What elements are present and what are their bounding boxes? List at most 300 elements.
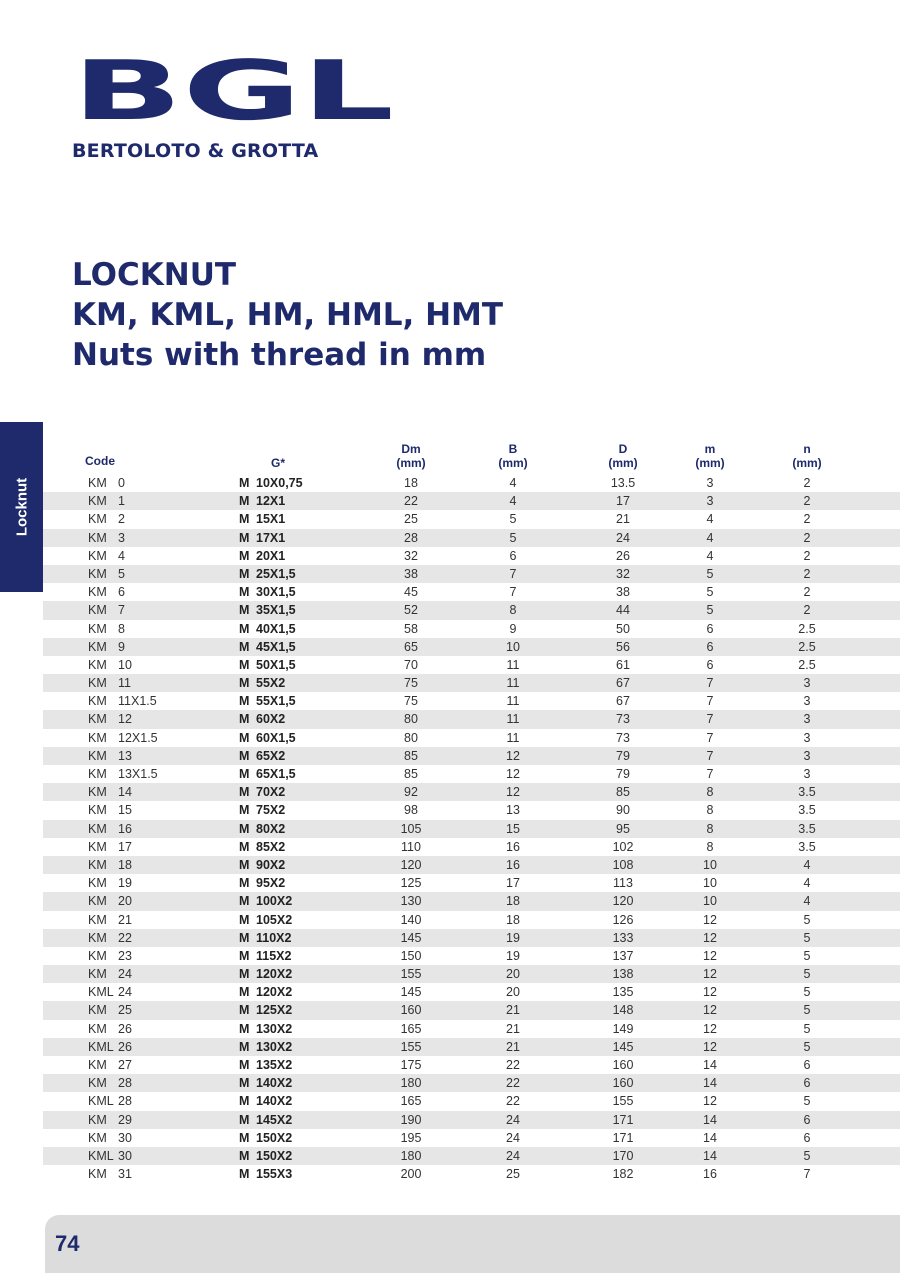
cell-code-value: 18 (118, 857, 132, 872)
cell-b: 8 (509, 603, 517, 618)
cell-dm: 155 (400, 967, 422, 982)
cell-code (88, 1001, 132, 1019)
cell-n: 6 (803, 1130, 811, 1145)
cell-thread-value: 40X1,5 (256, 621, 296, 636)
cell-dm: 75 (404, 694, 418, 709)
cell-d: 170 (612, 1148, 634, 1163)
cell-n: 3 (803, 676, 811, 691)
cell-d: 108 (612, 857, 634, 872)
cell-m: 14 (703, 1148, 717, 1163)
cell-thread-prefix: M (239, 712, 250, 727)
cell-thread (239, 983, 292, 1001)
cell-thread-prefix: M (239, 839, 250, 854)
cell-d: 145 (612, 1039, 634, 1054)
cell-code-value: 28 (118, 1076, 132, 1091)
cell-code (88, 1020, 132, 1038)
cell-code-prefix: KM (88, 821, 107, 836)
cell-thread-value: 110X2 (256, 930, 292, 945)
cell-b: 22 (506, 1094, 520, 1109)
cell-b: 20 (506, 985, 520, 1000)
table-row (43, 965, 900, 983)
header-dm-unit: (mm) (396, 456, 426, 470)
cell-n: 5 (803, 985, 811, 1000)
header-b-label: B (508, 442, 518, 456)
cell-n: 2 (803, 585, 811, 600)
cell-code (88, 820, 132, 838)
cell-thread-prefix: M (239, 621, 250, 636)
table-row (43, 529, 900, 547)
cell-dm: 75 (404, 676, 418, 691)
cell-dm: 175 (400, 1058, 422, 1072)
cell-m: 7 (706, 748, 714, 763)
cell-thread-prefix: M (239, 512, 250, 527)
table-row (43, 601, 900, 619)
cell-thread-prefix: M (239, 603, 250, 618)
table-row (43, 911, 900, 929)
header-m-unit: (mm) (695, 456, 725, 470)
cell-thread (239, 929, 291, 947)
cell-n: 3 (803, 748, 811, 763)
cell-n: 2.5 (798, 639, 816, 654)
cell-thread-prefix: M (239, 1094, 250, 1109)
cell-code (88, 747, 132, 765)
cell-code-prefix: KM (88, 676, 107, 691)
cell-n: 3.5 (798, 821, 816, 836)
cell-d: 155 (612, 1094, 634, 1109)
cell-code-prefix: KM (88, 930, 107, 945)
table-row (43, 510, 900, 528)
cell-dm: 145 (400, 985, 422, 1000)
cell-thread-value: 55X2 (256, 676, 286, 691)
cell-thread-prefix: M (239, 694, 250, 709)
cell-d: 160 (612, 1058, 634, 1072)
cell-thread (239, 474, 303, 492)
cell-thread-value: 20X1 (256, 548, 286, 563)
cell-code (88, 1092, 132, 1110)
cell-code (88, 965, 132, 983)
cell-thread (239, 656, 296, 674)
cell-dm: 85 (404, 748, 418, 763)
cell-thread (239, 529, 285, 547)
cell-m: 12 (703, 1003, 717, 1018)
cell-code-value: 7 (118, 603, 125, 618)
cell-thread-value: 30X1,5 (256, 585, 296, 600)
cell-b: 24 (506, 1112, 520, 1127)
cell-thread-prefix: M (239, 639, 250, 654)
cell-b: 16 (506, 857, 520, 872)
cell-code (88, 583, 125, 601)
cell-thread-prefix: M (239, 948, 250, 963)
cell-code-value: 5 (118, 566, 125, 581)
table-row (43, 710, 900, 728)
cell-code-prefix: KM (88, 712, 107, 727)
cell-code-prefix: KM (88, 948, 107, 963)
cell-dm: 180 (400, 1076, 422, 1091)
cell-n: 5 (803, 1003, 811, 1018)
cell-dm: 32 (404, 548, 418, 563)
cell-code (88, 838, 132, 856)
cell-code (88, 765, 158, 783)
cell-b: 4 (509, 494, 517, 509)
page-number: 74 (55, 1231, 80, 1256)
cell-code-prefix: KM (88, 566, 107, 581)
cell-d: 135 (612, 985, 634, 1000)
cell-n: 2 (803, 530, 811, 545)
cell-code (88, 492, 125, 510)
cell-thread (239, 565, 296, 583)
cell-thread-prefix: M (239, 494, 250, 509)
cell-thread-prefix: M (239, 585, 250, 600)
cell-code-prefix: KM (88, 730, 107, 745)
cell-n: 3 (803, 694, 811, 709)
cell-code (88, 1147, 132, 1165)
cell-thread (239, 547, 285, 565)
cell-code (88, 1056, 132, 1074)
cell-b: 25 (506, 1167, 520, 1182)
cell-thread-value: 55X1,5 (256, 694, 296, 709)
cell-b: 19 (506, 930, 520, 945)
cell-m: 4 (706, 512, 714, 527)
table-row (43, 492, 900, 510)
cell-d: 148 (612, 1003, 634, 1018)
table-row (43, 856, 900, 874)
cell-code-value: 10 (118, 657, 132, 672)
cell-b: 11 (506, 676, 520, 691)
cell-thread (239, 1020, 292, 1038)
cell-b: 11 (506, 694, 520, 709)
cell-thread-prefix: M (239, 530, 250, 545)
cell-b: 7 (509, 566, 517, 581)
header-b (483, 442, 543, 470)
cell-d: 137 (612, 948, 634, 963)
cell-m: 5 (706, 603, 714, 618)
cell-n: 3.5 (798, 785, 816, 800)
cell-n: 3.5 (798, 803, 816, 818)
cell-thread-value: 45X1,5 (256, 639, 296, 654)
cell-m: 7 (706, 767, 714, 781)
cell-dm: 80 (404, 730, 418, 745)
cell-code-prefix: KM (88, 1130, 107, 1145)
cell-m: 10 (703, 857, 717, 872)
cell-n: 5 (803, 1021, 811, 1036)
cell-dm: 150 (400, 948, 422, 963)
cell-d: 17 (616, 494, 630, 509)
cell-code-prefix: KM (88, 657, 107, 672)
cell-code (88, 892, 132, 910)
cell-thread-prefix: M (239, 1130, 250, 1145)
cell-d: 102 (612, 839, 634, 854)
cell-dm: 155 (400, 1039, 422, 1054)
cell-thread-value: 150X2 (256, 1148, 293, 1163)
cell-thread-value: 75X2 (256, 803, 286, 818)
cell-d: 73 (616, 730, 630, 745)
side-tab-label: Locknut (13, 477, 30, 537)
header-d (593, 442, 653, 470)
table-row (43, 1038, 900, 1056)
cell-thread (239, 783, 285, 801)
cell-code (88, 783, 132, 801)
cell-m: 14 (703, 1058, 717, 1072)
bgl-logo-text: BGL (72, 55, 394, 123)
cell-thread-value: 50X1,5 (256, 657, 296, 672)
cell-d: 13.5 (610, 476, 636, 490)
table-row (43, 1001, 900, 1019)
cell-n: 2 (803, 603, 811, 618)
cell-m: 6 (706, 621, 714, 636)
cell-code (88, 947, 132, 965)
cell-m: 12 (703, 985, 717, 1000)
cell-thread (239, 583, 296, 601)
table-row (43, 820, 900, 838)
cell-thread (239, 820, 285, 838)
cell-code-value: 24 (118, 985, 132, 1000)
cell-b: 11 (506, 712, 520, 727)
cell-code (88, 874, 132, 892)
cell-dm: 25 (404, 512, 418, 527)
cell-code (88, 692, 157, 710)
cell-b: 12 (506, 785, 520, 800)
cell-thread (239, 1056, 292, 1074)
bgl-logo-mark (72, 55, 394, 123)
cell-m: 3 (706, 494, 714, 509)
cell-m: 12 (703, 948, 717, 963)
cell-thread (239, 765, 296, 783)
cell-b: 4 (509, 476, 517, 490)
cell-d: 95 (616, 821, 630, 836)
cell-d: 113 (613, 876, 633, 891)
cell-code-prefix: KM (88, 839, 107, 854)
cell-n: 4 (803, 894, 811, 909)
cell-b: 6 (509, 548, 517, 563)
cell-thread-value: 95X2 (256, 876, 286, 891)
cell-thread-value: 100X2 (256, 894, 293, 909)
cell-code (88, 710, 132, 728)
table-row (43, 620, 900, 638)
cell-code-value: 12X1.5 (118, 730, 158, 745)
cell-thread-value: 60X1,5 (256, 730, 296, 745)
cell-thread-prefix: M (239, 1003, 250, 1018)
cell-m: 14 (703, 1076, 717, 1091)
cell-thread-prefix: M (239, 821, 250, 836)
table-row (43, 874, 900, 892)
cell-code (88, 983, 132, 1001)
table-row (43, 783, 900, 801)
cell-b: 17 (506, 876, 520, 891)
header-b-unit: (mm) (498, 456, 528, 470)
cell-thread (239, 510, 285, 528)
table-row (43, 1074, 900, 1092)
cell-b: 16 (506, 839, 520, 854)
cell-code (88, 729, 158, 747)
cell-d: 79 (616, 767, 630, 781)
cell-code-value: 26 (118, 1039, 132, 1054)
cell-code (88, 1111, 132, 1129)
cell-code (88, 674, 131, 692)
cell-code (88, 565, 125, 583)
cell-code (88, 1038, 132, 1056)
cell-dm: 105 (400, 821, 422, 836)
cell-code-value: 0 (118, 476, 125, 490)
cell-d: 21 (616, 512, 630, 527)
cell-d: 171 (612, 1130, 634, 1145)
cell-m: 12 (703, 1021, 717, 1036)
cell-code-value: 28 (118, 1094, 132, 1109)
cell-n: 3 (803, 712, 811, 727)
cell-code-prefix: KM (88, 548, 107, 563)
table-row (43, 638, 900, 656)
cell-code-value: 12 (118, 712, 132, 727)
cell-code-value: 8 (118, 621, 125, 636)
cell-thread (239, 601, 296, 619)
cell-thread-prefix: M (239, 476, 250, 490)
table-row (43, 747, 900, 765)
cell-code-value: 4 (118, 548, 125, 563)
cell-d: 133 (612, 930, 634, 945)
cell-d: 67 (616, 676, 630, 691)
brand-name: BERTOLOTO & GROTTA (72, 140, 319, 162)
cell-dm: 120 (400, 857, 422, 872)
cell-b: 24 (506, 1148, 520, 1163)
cell-d: 160 (612, 1076, 634, 1091)
cell-thread-value: 10X0,75 (256, 476, 303, 490)
cell-thread-value: 140X2 (256, 1076, 293, 1091)
cell-code-value: 30 (118, 1130, 132, 1145)
table-body (43, 474, 900, 1183)
cell-code-value: 6 (118, 585, 125, 600)
cell-thread-prefix: M (239, 1112, 250, 1127)
cell-b: 7 (509, 585, 517, 600)
cell-thread (239, 710, 285, 728)
cell-thread (239, 1038, 292, 1056)
cell-thread (239, 1147, 292, 1165)
cell-m: 8 (706, 821, 714, 836)
cell-dm: 130 (400, 894, 422, 909)
cell-dm: 65 (404, 639, 418, 654)
header-m (680, 442, 740, 470)
cell-thread-value: 25X1,5 (256, 566, 296, 581)
cell-n: 3 (803, 730, 811, 745)
cell-code-prefix: KM (88, 876, 107, 891)
cell-b: 21 (506, 1021, 520, 1036)
cell-thread-prefix: M (239, 1148, 250, 1163)
cell-dm: 125 (400, 876, 422, 891)
cell-code-value: 2 (118, 512, 125, 527)
cell-code (88, 601, 125, 619)
table-row (43, 1092, 900, 1110)
title-line-2: KM, KML, HM, HML, HMT (72, 297, 504, 333)
cell-thread-value: 12X1 (256, 494, 286, 509)
cell-n: 2.5 (798, 657, 816, 672)
cell-dm: 38 (404, 566, 418, 581)
cell-d: 56 (616, 639, 630, 654)
table-row (43, 1147, 900, 1165)
cell-thread-prefix: M (239, 1167, 250, 1182)
cell-thread-prefix: M (239, 676, 250, 691)
cell-b: 10 (506, 639, 520, 654)
cell-n: 4 (803, 876, 811, 891)
cell-code-prefix: KM (88, 767, 107, 781)
title-line-3: Nuts with thread in mm (72, 337, 487, 373)
cell-dm: 195 (400, 1130, 422, 1145)
cell-m: 5 (706, 566, 714, 581)
cell-thread-prefix: M (239, 767, 250, 781)
cell-code (88, 620, 125, 638)
cell-m: 12 (703, 930, 717, 945)
cell-code-prefix: KM (88, 603, 107, 618)
cell-code (88, 1074, 132, 1092)
cell-d: 120 (612, 894, 634, 909)
cell-m: 7 (706, 676, 714, 691)
cell-n: 5 (803, 1039, 811, 1054)
cell-thread (239, 747, 285, 765)
cell-dm: 52 (404, 603, 418, 618)
cell-b: 9 (509, 621, 517, 636)
cell-dm: 110 (401, 839, 421, 854)
cell-code-prefix: KM (88, 1112, 107, 1127)
table-row (43, 692, 900, 710)
cell-m: 7 (706, 712, 714, 727)
header-n (777, 442, 837, 470)
cell-thread-value: 85X2 (256, 839, 286, 854)
cell-code-prefix: KM (88, 512, 107, 527)
cell-m: 5 (706, 585, 714, 600)
cell-code-value: 27 (118, 1058, 132, 1072)
cell-dm: 145 (400, 930, 422, 945)
cell-b: 5 (509, 530, 517, 545)
cell-n: 2 (803, 512, 811, 527)
title-line-1: LOCKNUT (72, 257, 237, 293)
cell-code (88, 801, 132, 819)
cell-thread-value: 120X2 (256, 985, 293, 1000)
cell-thread (239, 838, 285, 856)
cell-thread-prefix: M (239, 894, 250, 909)
cell-thread-value: 60X2 (256, 712, 286, 727)
cell-n: 7 (803, 1167, 811, 1182)
cell-n: 5 (803, 930, 811, 945)
cell-thread-value: 15X1 (256, 512, 286, 527)
cell-d: 138 (612, 967, 634, 982)
cell-thread (239, 874, 285, 892)
cell-m: 3 (706, 476, 714, 490)
cell-d: 149 (612, 1021, 634, 1036)
cell-m: 16 (703, 1167, 717, 1182)
cell-b: 21 (506, 1039, 520, 1054)
cell-code (88, 1129, 132, 1147)
cell-n: 3 (803, 767, 811, 781)
cell-code-prefix: KM (88, 1167, 107, 1182)
cell-d: 38 (616, 585, 630, 600)
cell-code-prefix: KM (88, 748, 107, 763)
cell-n: 3.5 (798, 839, 816, 854)
cell-code-value: 16 (118, 821, 132, 836)
cell-code-prefix: KM (88, 530, 107, 545)
cell-code (88, 1165, 132, 1183)
cell-m: 14 (703, 1112, 717, 1127)
cell-d: 171 (612, 1112, 634, 1127)
cell-thread (239, 856, 285, 874)
table-row (43, 947, 900, 965)
cell-n: 6 (803, 1076, 811, 1091)
cell-code-value: 11X1.5 (118, 694, 157, 709)
cell-d: 79 (616, 748, 630, 763)
cell-d: 44 (616, 603, 630, 618)
cell-dm: 70 (404, 657, 418, 672)
cell-thread-prefix: M (239, 748, 250, 763)
cell-thread (239, 674, 285, 692)
cell-code-prefix: KM (88, 639, 107, 654)
cell-code-value: 20 (118, 894, 132, 909)
table-row (43, 801, 900, 819)
